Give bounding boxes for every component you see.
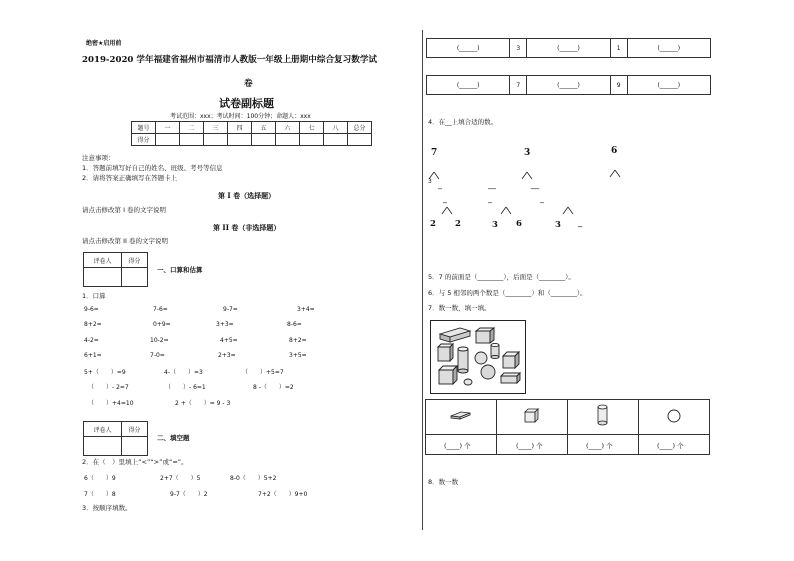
grader-header: 评卷人 [84,253,122,268]
calc-item: 8+2= [84,321,102,328]
cylinder-icon [595,403,611,427]
score-cell: 得分 [132,134,156,146]
count-blank[interactable]: (____) 个 [444,442,471,450]
score-cell: 七 [300,122,324,134]
volume1-title: 第 I 卷（选择题） [218,191,276,200]
sequence-table-1 [426,38,711,58]
count-table-rule [496,399,497,455]
page-divider [422,30,423,530]
merge-number: 3 [492,220,498,230]
count-table-rule [638,399,639,455]
sequence-blank[interactable]: (______) [527,39,610,58]
volume2-title: 第 II 卷（非选择题） [213,223,281,232]
split-small-number: 3 [428,178,432,185]
sequence-blank[interactable]: (______) [627,39,710,58]
sequence-blank[interactable]: (______) [527,76,610,95]
merge-blank[interactable]: _ [578,218,583,228]
calc-item: 7-0= [150,352,165,359]
split-blank[interactable]: _ [540,194,544,203]
score-entry-cell[interactable] [156,134,180,146]
sequence-blank[interactable]: (______) [427,39,510,58]
score-entry-cell[interactable] [252,134,276,146]
score-entry-cell[interactable] [324,134,348,146]
volume1-desc: 请点击修改第 I 卷的文字说明 [82,206,167,214]
fill-item[interactable]: （ ）- 6=1 [165,384,206,391]
score-entry[interactable] [121,437,147,456]
exam-info: 考试范围：xxx；考试时间：100分钟；命题人：xxx [170,113,311,120]
score-entry-cell[interactable] [276,134,300,146]
exam-title-line2: 卷 [244,79,253,89]
notice-item-1: 1．答题前填写好自己的姓名、班级、考号等信息 [82,164,223,172]
secret-label: 绝密★启用前 [86,40,122,47]
section2-title: 二、填空题 [157,434,190,442]
question3-label: 3．按顺序填数。 [82,504,132,512]
score-entry-cell[interactable] [300,134,324,146]
split-blank[interactable]: _ [443,194,447,203]
count-table-rule [567,399,568,455]
question5-label: 5．7 的前面是（________），后面是（________）。 [428,273,575,281]
sequence-number: 7 [510,76,527,95]
count-blank[interactable]: (____) 个 [516,442,543,450]
grader-box [83,252,148,287]
calc-item: 3+3= [216,321,234,328]
split-blank[interactable]: __ [531,180,539,189]
split-lines-diagram [426,154,646,228]
compare-item[interactable]: 7（ ）8 [84,491,116,498]
calc-item: 3+5= [289,352,307,359]
question2-label: 2．在（ ）里填上“<”“>”或“=”。 [82,458,188,466]
score-cell: 总分 [348,122,372,134]
question4-label: 4．在__上填合适的数。 [428,118,498,126]
score-entry-cell[interactable] [228,134,252,146]
question6-label: 6．与 5 相邻的两个数是（________）和（________）。 [428,289,587,297]
score-entry-cell[interactable] [348,134,372,146]
compare-item[interactable]: 6（ ）9 [84,475,116,482]
grader-entry[interactable] [84,437,122,456]
score-table-header-row [132,122,372,134]
calc-item: 0+9= [153,321,171,328]
grader-header: 评卷人 [84,422,122,437]
calc-item: 9-6= [84,306,99,313]
fill-item[interactable]: （ ）+4=10 [88,400,134,407]
calc-item: 10-2= [150,337,169,344]
fill-item[interactable]: 4-（ ）=3 [164,369,203,376]
calc-item: 3+4= [297,306,315,313]
fill-item[interactable]: 2 +（ ）= 9 - 3 [175,400,231,407]
cube-icon [521,406,541,424]
sphere-icon [666,408,682,424]
cuboid-icon [448,408,474,422]
merge-number: 6 [516,219,522,229]
split-blank[interactable]: _ [488,194,492,203]
question8-label: 8．数一数 [428,478,459,486]
merge-number: 2 [430,219,436,229]
score-cell: 八 [324,122,348,134]
merge-number: 3 [555,220,561,230]
sequence-blank[interactable]: (______) [427,76,510,95]
score-entry-cell[interactable] [204,134,228,146]
split-top-number: 7 [431,148,438,158]
calc-item: 6+1= [84,352,102,359]
grader-entry[interactable] [84,268,122,287]
fill-item[interactable]: 5+（ ）=9 [84,369,126,376]
split-blank[interactable]: __ [488,180,496,189]
sequence-table-2 [426,75,711,95]
question7-label: 7．数一数，填一填。 [428,304,491,312]
fill-item[interactable]: （ ）+5=7 [242,369,284,376]
score-entry[interactable] [121,268,147,287]
sequence-number: 9 [610,76,627,95]
notice-item-2: 2．请将答案正确填写在答题卡上 [82,174,178,182]
calc-item: 9-7= [223,306,238,313]
compare-item[interactable]: 8-0（ ）5+2 [230,475,277,482]
merge-number: 2 [455,219,461,229]
compare-item[interactable]: 2+7（ ）5 [160,475,201,482]
score-header: 得分 [121,253,147,268]
calc-item: 2+3= [218,352,236,359]
score-table-score-row [132,134,372,146]
split-top-number: 3 [524,148,531,158]
compare-item[interactable]: 9-7（ ）2 [170,491,208,498]
exam-subtitle: 试卷副标题 [219,97,274,110]
sequence-number: 1 [610,39,627,58]
sequence-number: 3 [510,39,527,58]
score-cell: 四 [228,122,252,134]
solid-shapes-picture [430,320,526,394]
score-cell: 题号 [132,122,156,134]
score-cell: 二 [180,122,204,134]
notice-title: 注意事项： [82,154,115,162]
score-cell: 一 [156,122,180,134]
calc-item: 7-6= [153,306,168,313]
fill-item[interactable]: （ ）- 2=7 [88,384,129,391]
score-header: 得分 [121,422,147,437]
split-top-number: 6 [611,146,618,156]
count-blank[interactable]: (____) 个 [657,442,684,450]
question1-label: 1．口算 [82,292,106,300]
calc-item: 4+5= [220,337,238,344]
sequence-blank[interactable]: (______) [627,76,710,95]
score-cell: 三 [204,122,228,134]
score-entry-cell[interactable] [180,134,204,146]
compare-item[interactable]: 7+2（ ）9+0 [258,491,308,498]
exam-title-line1: 2019-2020 学年福建省福州市福清市人教版一年级上册期中综合复习数学试 [82,55,378,65]
section1-title: 一、口算和估算 [157,266,203,274]
count-blank[interactable]: (____) 个 [586,442,613,450]
fill-item[interactable]: 8 -（ ）=2 [253,384,294,391]
score-cell: 五 [252,122,276,134]
score-cell: 六 [276,122,300,134]
calc-item: 8+2= [289,337,307,344]
grader-box [83,421,148,456]
volume2-desc: 请点击修改第 II 卷的文字说明 [82,237,168,245]
calc-item: 4-2= [84,337,99,344]
score-table [131,121,372,146]
split-blank[interactable]: _ [438,180,442,189]
calc-item: 8-6= [287,321,302,328]
